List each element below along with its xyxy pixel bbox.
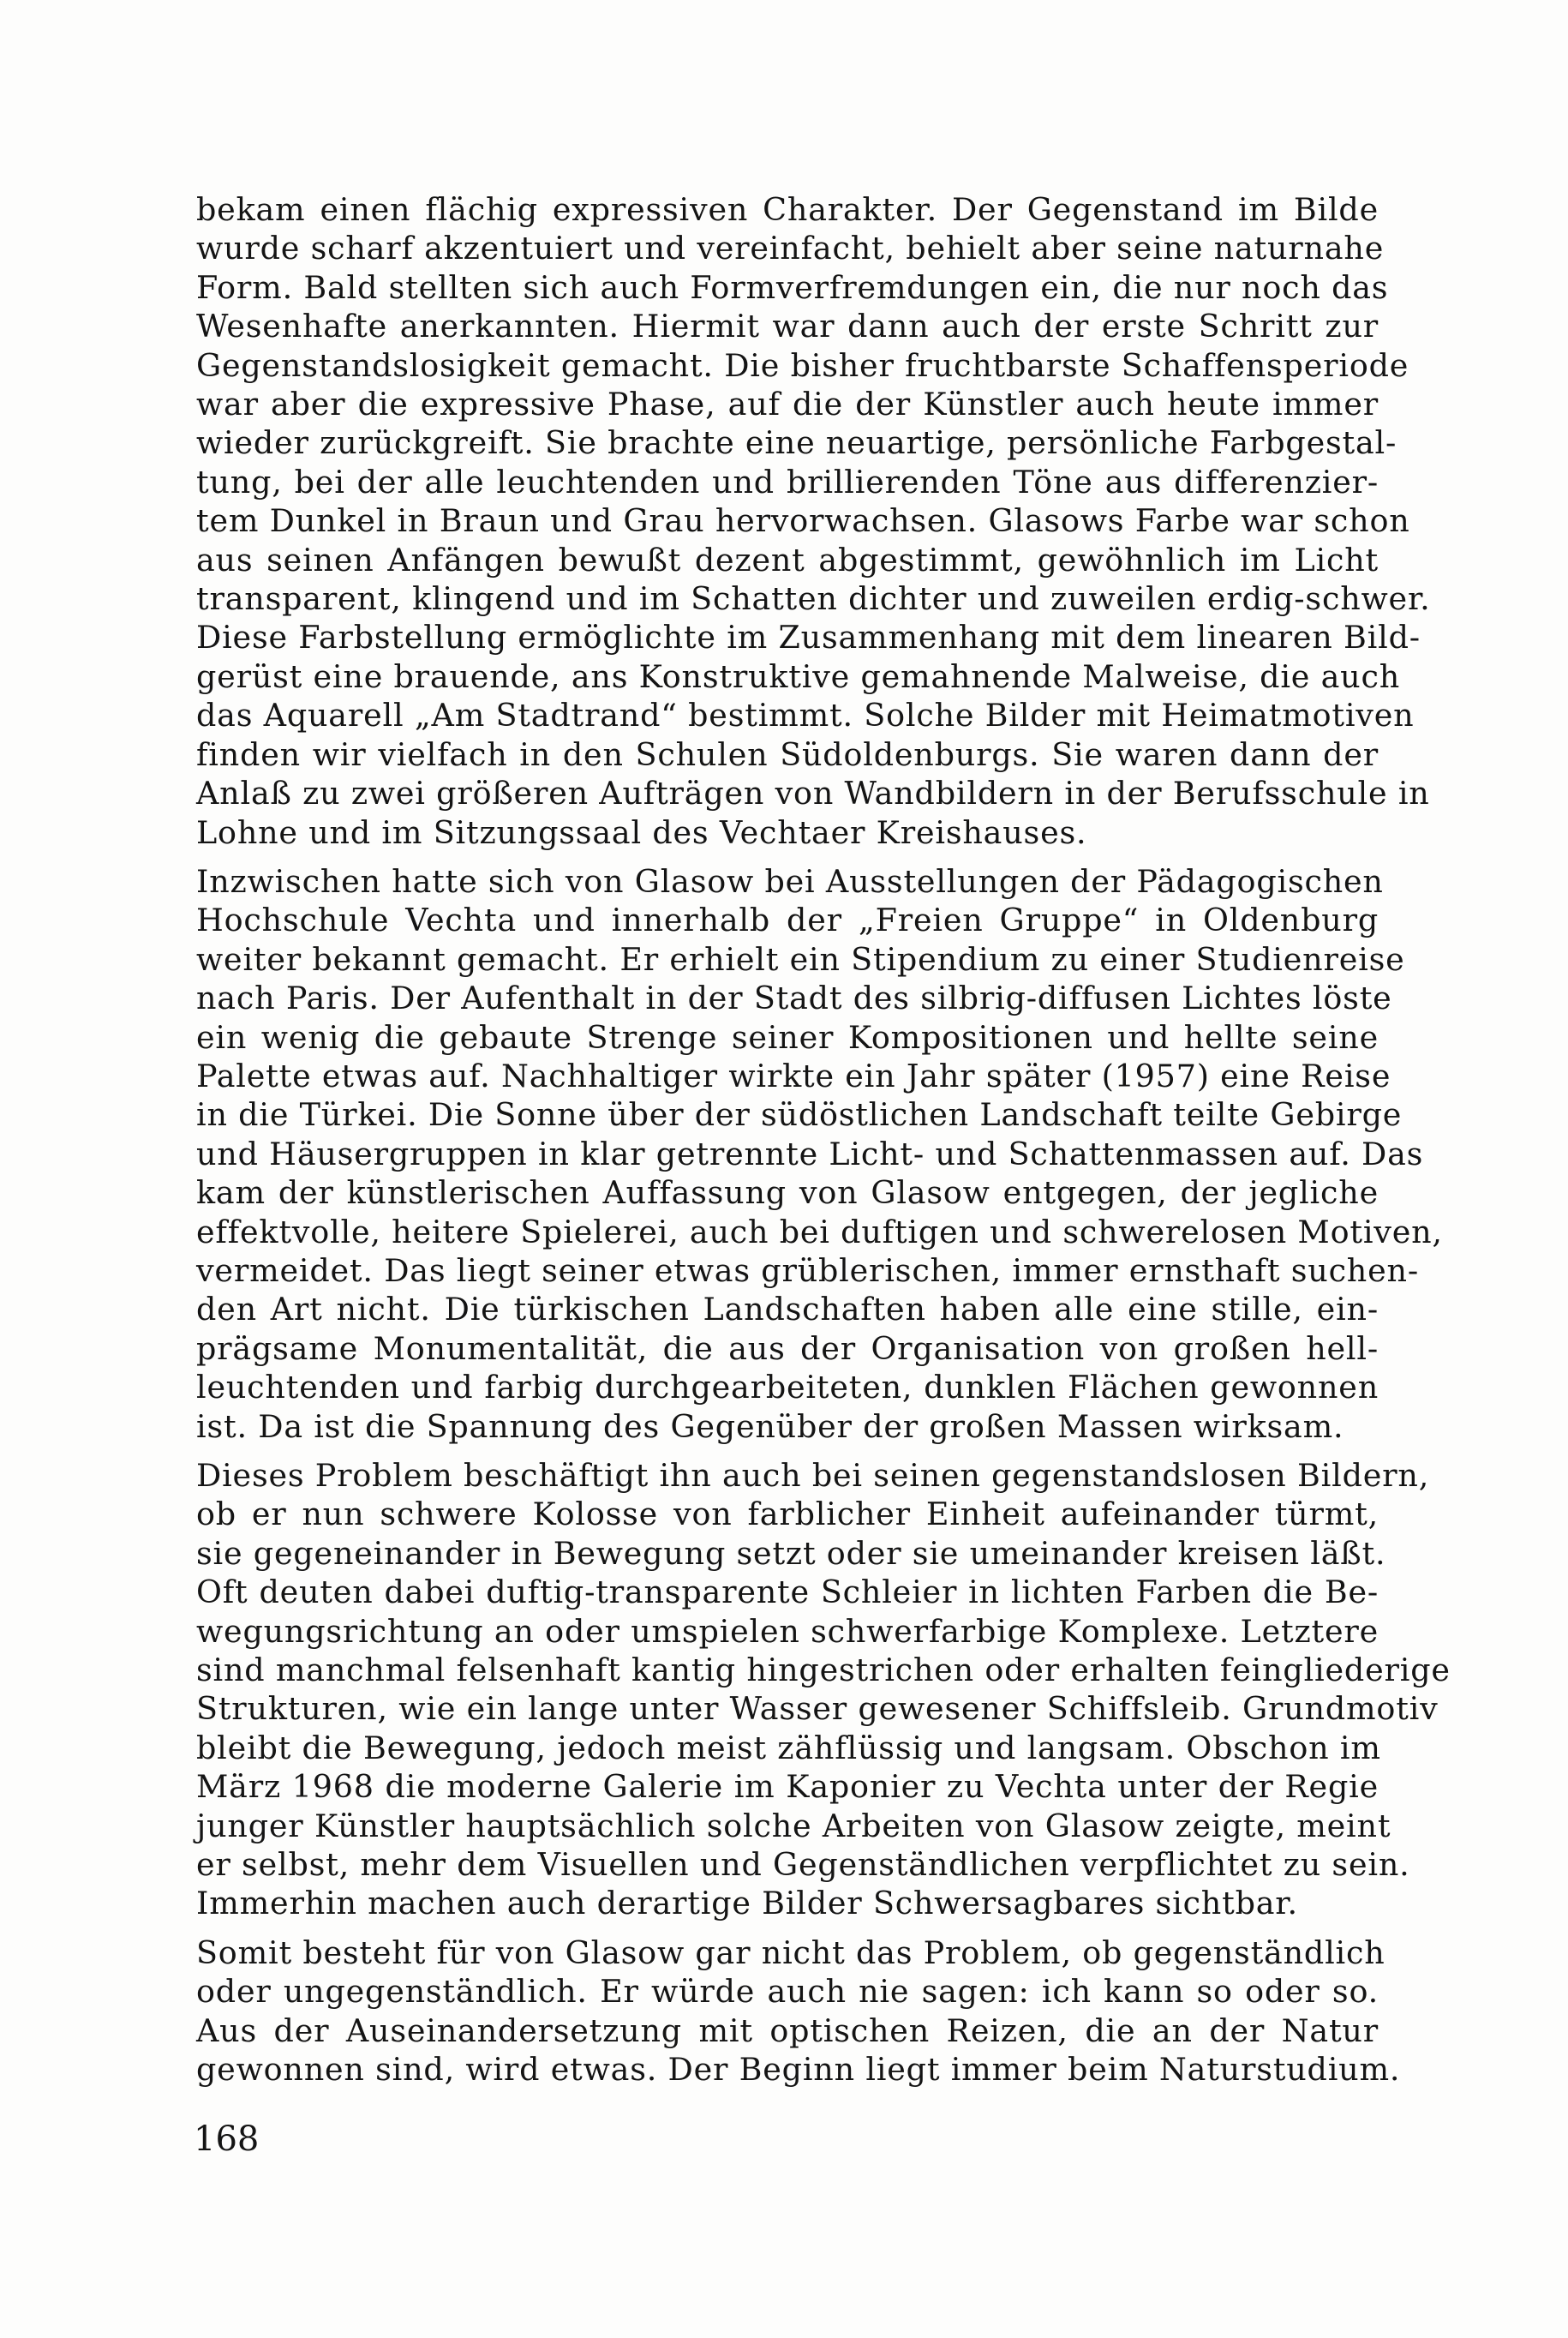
text-line: ein wenig die gebaute Strenge seiner Kompositionen und hellte seine bbox=[196, 1018, 1379, 1056]
text-line: Dieses Problem beschäftigt ihn auch bei seinen gegenstandslosen Bildern, bbox=[196, 1457, 1430, 1494]
body-text bbox=[196, 190, 1451, 2089]
text-line: finden wir vielfach in den Schulen Südoldenburgs. Sie waren dann der bbox=[196, 735, 1379, 773]
text-line: er selbst, mehr dem Visuellen und Gegenständlichen verpflichtet zu sein. bbox=[196, 1846, 1410, 1884]
text-line: Palette etwas auf. Nachhaltiger wirkte ein Jahr später (1957) eine Reise bbox=[196, 1057, 1391, 1094]
text-line: aus seinen Anfängen bewußt dezent abgestimmt, gewöhnlich im Licht bbox=[196, 541, 1379, 579]
text-line: wieder zurückgreift. Sie brachte eine neuartige, persönliche Farbgestal- bbox=[196, 424, 1397, 462]
text-line: Anlaß zu zwei größeren Aufträgen von Wandbildern in der Berufsschule in bbox=[196, 775, 1430, 812]
text-line: Somit besteht für von Glasow gar nicht das Problem, ob gegenständlich bbox=[196, 1933, 1385, 1971]
text-line: Inzwischen hatte sich von Glasow bei Ausstellungen der Pädagogischen bbox=[196, 862, 1384, 900]
paragraph-3 bbox=[196, 1456, 1451, 1923]
text-line: weiter bekannt gemacht. Er erhielt ein Stipendium zu einer Studienreise bbox=[196, 940, 1405, 978]
text-line: oder ungegenständlich. Er würde auch nie sagen: ich kann so oder so. bbox=[196, 1973, 1379, 2011]
text-line: Aus der Auseinandersetzung mit optischen Reizen, die an der Natur bbox=[196, 2011, 1379, 2049]
text-line: Immerhin machen auch derartige Bilder Schwersagbares sichtbar. bbox=[196, 1885, 1298, 1922]
text-line: kam der künstlerischen Auffassung von Glasow entgegen, der jegliche bbox=[196, 1174, 1379, 1212]
text-line: leuchtenden und farbig durchgearbeiteten, dunklen Flächen gewonnen bbox=[196, 1369, 1379, 1406]
text-line: Lohne und im Sitzungssaal des Vechtaer Kreishauses. bbox=[196, 813, 1087, 851]
page-number: 168 bbox=[194, 2119, 260, 2159]
text-line: ist. Da ist die Spannung des Gegenüber der großen Massen wirksam. bbox=[196, 1407, 1344, 1445]
text-line: Diese Farbstellung ermöglichte im Zusammenhang mit dem linearen Bild- bbox=[196, 619, 1421, 656]
text-line: war aber die expressive Phase, auf die der Künstler auch heute immer bbox=[196, 386, 1379, 423]
text-line: März 1968 die moderne Galerie im Kaponier zu Vechta unter der Regie bbox=[196, 1768, 1379, 1806]
text-line: prägsame Monumentalität, die aus der Organisation von großen hell- bbox=[196, 1329, 1379, 1367]
text-line: und Häusergruppen in klar getrennte Licht- und Schattenmassen auf. Das bbox=[196, 1135, 1424, 1172]
text-line: sind manchmal felsenhaft kantig hingestrichen oder erhalten feingliederige bbox=[196, 1652, 1451, 1689]
text-line: vermeidet. Das liegt seiner etwas grüblerischen, immer ernsthaft suchen- bbox=[196, 1251, 1419, 1289]
paragraph-1 bbox=[196, 190, 1431, 852]
text-line: bleibt die Bewegung, jedoch meist zähflüssig und langsam. Obschon im bbox=[196, 1729, 1381, 1766]
text-line: wurde scharf akzentuiert und vereinfacht, behielt aber seine naturnahe bbox=[196, 230, 1385, 267]
text-line: tem Dunkel in Braun und Grau hervorwachsen. Glasows Farbe war schon bbox=[196, 502, 1410, 540]
text-line: tung, bei der alle leuchtenden und brillierenden Töne aus differenzier- bbox=[196, 463, 1379, 501]
paragraph-4 bbox=[196, 1933, 1401, 2089]
text-line: das Aquarell „Am Stadtrand“ bestimmt. Solche Bilder mit Heimatmotiven bbox=[196, 697, 1415, 734]
text-line: sie gegeneinander in Bewegung setzt oder sie umeinander kreisen läßt. bbox=[196, 1534, 1386, 1572]
text-line: Oft deuten dabei duftig-transparente Schleier in lichten Farben die Be- bbox=[196, 1574, 1379, 1611]
text-line: gerüst eine brauende, ans Konstruktive gemahnende Malweise, die auch bbox=[196, 657, 1401, 695]
text-line: in die Türkei. Die Sonne über der südöstlichen Landschaft teilte Gebirge bbox=[196, 1096, 1403, 1134]
text-line: Strukturen, wie ein lange unter Wasser gewesener Schiffsleib. Grundmotiv bbox=[196, 1690, 1439, 1728]
text-line: Gegenstandslosigkeit gemacht. Die bisher fruchtbarste Schaffensperiode bbox=[196, 346, 1409, 384]
text-line: bekam einen flächig expressiven Charakter. Der Gegenstand im Bilde bbox=[196, 191, 1379, 228]
paragraph-2 bbox=[196, 862, 1443, 1446]
text-line: ob er nun schwere Kolosse von farblicher Einheit aufeinander türmt, bbox=[196, 1496, 1379, 1533]
text-line: Form. Bald stellten sich auch Formverfremdungen ein, die nur noch das bbox=[196, 268, 1389, 306]
text-line: effektvolle, heitere Spielerei, auch bei duftigen und schwerelosen Motiven, bbox=[196, 1213, 1443, 1250]
text-line: den Art nicht. Die türkischen Landschaften haben alle eine stille, ein- bbox=[196, 1291, 1379, 1328]
text-line: transparent, klingend und im Schatten dichter und zuweilen erdig-schwer. bbox=[196, 580, 1431, 618]
text-line: nach Paris. Der Aufenthalt in der Stadt des silbrig-diffusen Lichtes löste bbox=[196, 980, 1392, 1017]
text-line: gewonnen sind, wird etwas. Der Beginn liegt immer beim Naturstudium. bbox=[196, 2051, 1401, 2089]
text-line: junger Künstler hauptsächlich solche Arbeiten von Glasow zeigte, meint bbox=[196, 1807, 1391, 1844]
text-line: wegungsrichtung an oder umspielen schwerfarbige Komplexe. Letztere bbox=[196, 1612, 1379, 1650]
text-line: Wesenhafte anerkannten. Hiermit war dann auch der erste Schritt zur bbox=[196, 308, 1379, 345]
text-line: Hochschule Vechta und innerhalb der „Freien Gruppe“ in Oldenburg bbox=[196, 902, 1379, 939]
